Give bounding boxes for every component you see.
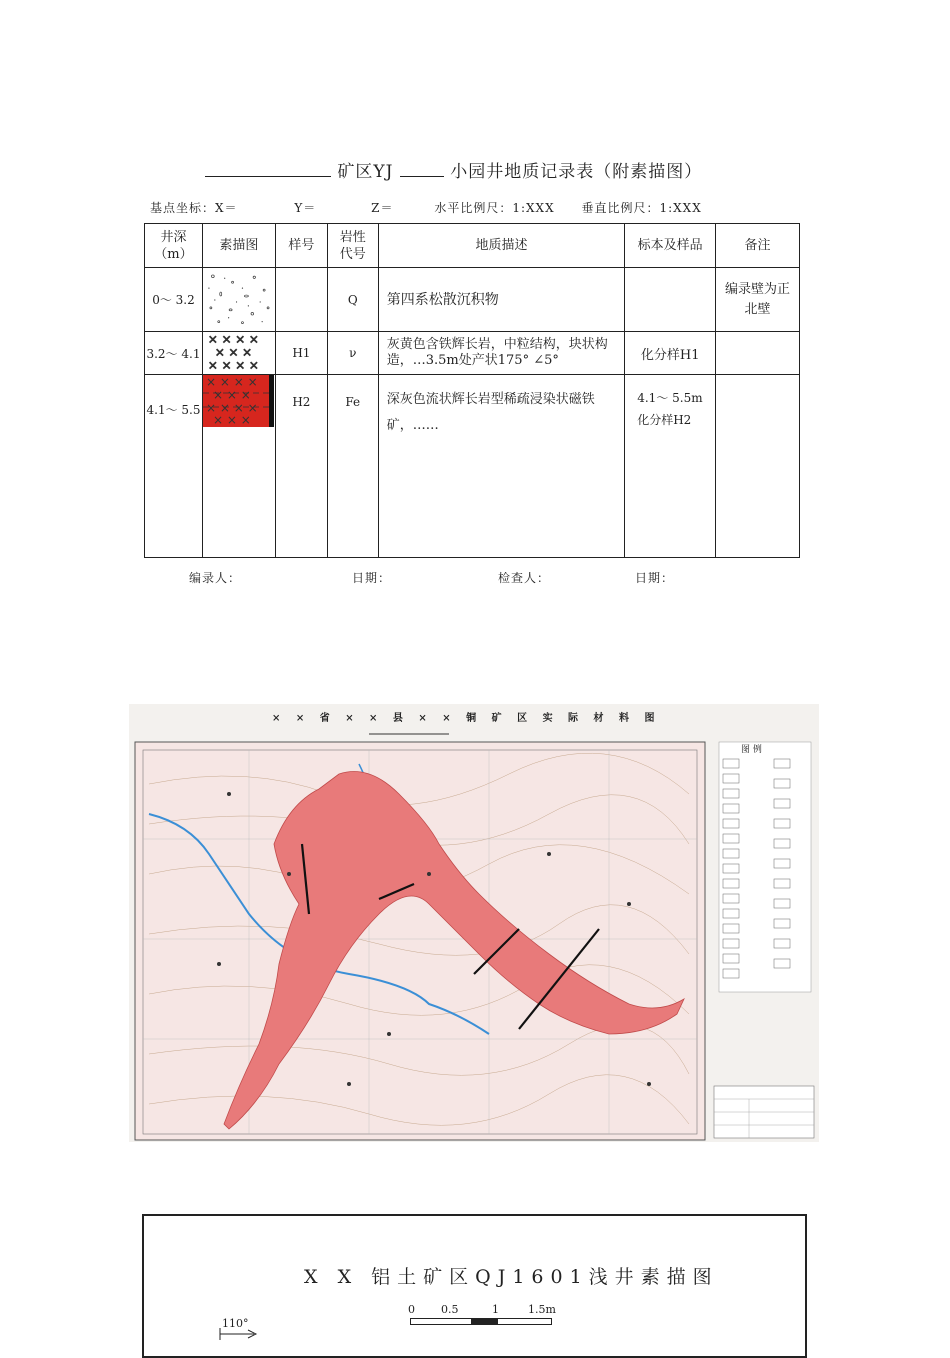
row2-sample: H1 [275,332,327,375]
row1-code: Q [327,268,378,332]
scale-label-0: 0 [408,1303,415,1316]
coord-x: 基点坐标：X＝ [150,201,238,215]
ore-cross-pattern [203,375,274,427]
table-row [145,375,800,558]
header-sample: 样号 [275,224,327,268]
row3-sketch [202,375,275,558]
row3-sample: H2 [275,375,327,558]
loose-sediment-pattern [203,268,275,328]
header-description: 地质描述 [378,224,624,268]
header-depth: 井深（m） [145,224,203,268]
date-label-1: 日期： [352,571,392,585]
table-header-row [145,224,800,268]
row1-sketch [202,268,275,332]
row2-code: ν [327,332,378,375]
svg-text:× × × ×: × × × × [205,375,258,389]
svg-text:× × × ×: × × × × [207,332,259,347]
header-lith-code: 岩性代号 [327,224,378,268]
row2-description: 灰黄色含铁辉长岩，中粒结构，块状构造，…3.5m处产状175° ∠5° [378,332,624,375]
svg-text:× × × ×: × × × × [207,357,259,371]
title-rest: 小园井地质记录表（附素描图） [450,162,703,182]
row1-specimens [625,268,716,332]
map-drawing [129,704,819,1142]
coordinates-line [150,199,724,216]
scale-label-2: 1 [492,1303,499,1316]
date-label-2: 日期： [635,571,675,585]
row2-sketch [202,332,275,375]
svg-text:× × ×: × × × [212,413,251,427]
scale-bar [408,1303,558,1333]
header-specimens: 标本及样品 [625,224,716,268]
row1-sample [275,268,327,332]
row3-code: Fe [327,375,378,558]
sketch-title: X X 铝土矿区QJ1601浅井素描图 [304,1266,719,1288]
scale-label-1: 0.5 [441,1303,459,1316]
horizontal-scale: 水平比例尺：1:XXX [434,201,555,215]
table-row [145,332,800,375]
row2-depth: 3.2～ 4.1 [145,332,203,375]
title-blank-2 [400,176,444,177]
bearing-arrow-icon [218,1328,260,1340]
bearing-label: 110° [222,1317,249,1330]
record-table [144,223,800,558]
svg-text:× × ×: × × × [214,344,253,359]
gabbro-cross-pattern [203,332,275,371]
row3-depth: 4.1～ 5.5 [145,375,203,558]
vertical-scale: 垂直比例尺：1:XXX [581,201,702,215]
title-blank-1 [205,176,331,177]
header-sketch: 素描图 [202,224,275,268]
scale-bar-graphic [410,1318,552,1325]
scale-label-3: 1.5m [528,1303,556,1316]
header-remarks: 备注 [716,224,800,268]
map-title: × × 省 × × 县 × × 铜 矿 区 实 际 材 料 图 [272,713,661,724]
row2-remarks [716,332,800,375]
geological-map [129,704,819,1142]
row1-remarks: 编录壁为正北壁 [716,268,800,332]
row1-description: 第四系松散沉积物 [378,268,624,332]
checker-label: 检查人： [498,571,551,585]
title-mine: 矿区YJ [337,162,394,182]
row2-specimens: 化分样H1 [625,332,716,375]
svg-text:× × ×: × × × [212,388,251,402]
coord-y: Y＝ [294,201,317,215]
svg-text:× × × ×: × × × × [205,401,258,415]
row1-depth: 0～ 3.2 [145,268,203,332]
recorder-label: 编录人： [189,571,242,585]
row3-description: 深灰色流状辉长岩型稀疏浸染状磁铁矿，…… [378,375,624,558]
row3-specimens: 4.1～ 5.5m 化分样H2 [625,375,716,558]
table-row [145,268,800,332]
form-title [205,157,702,182]
row3-remarks [716,375,800,558]
map-legend-title: 图 例 [741,745,762,755]
coord-z: Z＝ [371,201,394,215]
